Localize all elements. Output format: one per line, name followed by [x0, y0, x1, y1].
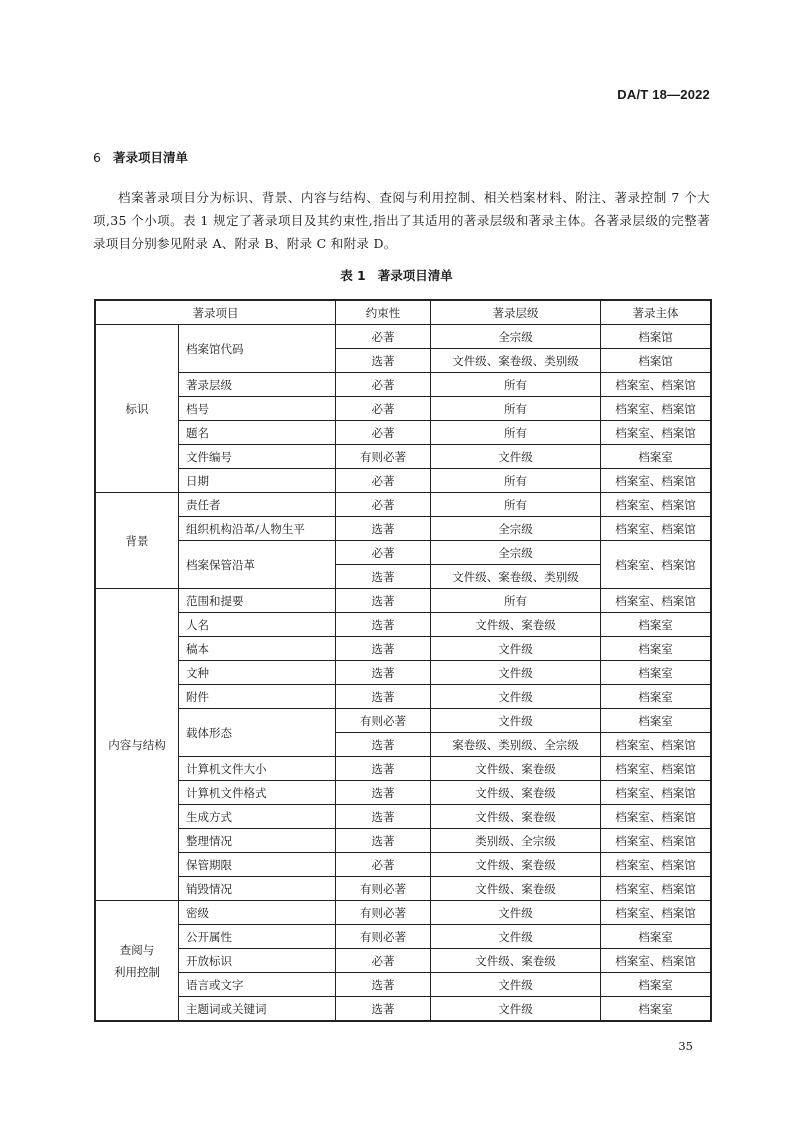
item-cell: 附件	[179, 685, 336, 709]
item-cell: 保管期限	[179, 853, 336, 877]
subject-cell: 档案室	[601, 613, 711, 637]
item-cell: 主题词或关键词	[179, 997, 336, 1021]
header-level: 著录层级	[431, 301, 601, 325]
constraint-cell: 选著	[336, 613, 431, 637]
item-cell: 档案馆代码	[179, 325, 336, 373]
table-row	[96, 589, 711, 613]
constraint-cell: 必著	[336, 949, 431, 973]
subject-cell: 档案室	[601, 445, 711, 469]
level-cell: 所有	[431, 493, 601, 517]
subject-cell: 档案室、档案馆	[601, 901, 711, 925]
item-cell: 计算机文件格式	[179, 781, 336, 805]
subject-cell: 档案室	[601, 997, 711, 1021]
constraint-cell: 必著	[336, 325, 431, 349]
level-cell: 文件级	[431, 709, 601, 733]
level-cell: 文件级、案卷级	[431, 853, 601, 877]
item-cell: 日期	[179, 469, 336, 493]
subject-cell: 档案室、档案馆	[601, 757, 711, 781]
table-row	[96, 877, 711, 901]
item-cell: 开放标识	[179, 949, 336, 973]
item-cell: 公开属性	[179, 925, 336, 949]
category-line-2: 利用控制	[114, 964, 160, 979]
item-cell: 载体形态	[179, 709, 336, 757]
item-cell: 档号	[179, 397, 336, 421]
table-row	[96, 805, 711, 829]
table-title: 著录项目清单	[377, 268, 453, 283]
table-row	[96, 949, 711, 973]
level-cell: 文件级、案卷级	[431, 613, 601, 637]
level-cell: 文件级	[431, 973, 601, 997]
level-cell: 文件级	[431, 685, 601, 709]
table-row	[96, 325, 711, 349]
subject-cell: 档案室、档案馆	[601, 421, 711, 445]
constraint-cell: 选著	[336, 781, 431, 805]
subject-cell: 档案室、档案馆	[601, 397, 711, 421]
subject-cell: 档案室、档案馆	[601, 469, 711, 493]
table-row	[96, 469, 711, 493]
level-cell: 文件级、案卷级、类别级	[431, 349, 601, 373]
level-cell: 文件级	[431, 637, 601, 661]
table-row	[96, 613, 711, 637]
constraint-cell: 必著	[336, 397, 431, 421]
subject-cell: 档案室	[601, 661, 711, 685]
constraint-cell: 选著	[336, 685, 431, 709]
constraint-cell: 选著	[336, 565, 431, 589]
table-row	[96, 925, 711, 949]
level-cell: 文件级、案卷级	[431, 781, 601, 805]
table-row	[96, 637, 711, 661]
constraint-cell: 选著	[336, 661, 431, 685]
level-cell: 文件级、案卷级	[431, 757, 601, 781]
table-row	[96, 445, 711, 469]
table-caption	[0, 266, 793, 284]
level-cell: 文件级	[431, 901, 601, 925]
item-cell: 档案保管沿革	[179, 541, 336, 589]
constraint-cell: 必著	[336, 469, 431, 493]
category-cell	[96, 901, 179, 1021]
table-row	[96, 397, 711, 421]
body-paragraph: 档案著录项目分为标识、背景、内容与结构、查阅与利用控制、相关档案材料、附注、著录控制 7 个大项,35 个小项。表 1 规定了著录项目及其约束性,指出了其适用的著录层级和著录主体。各著录层级的完整著录项目分别参见附录 A、附录 B、附录 C 和附录 D。	[93, 190, 710, 251]
constraint-cell: 选著	[336, 517, 431, 541]
table-row	[96, 973, 711, 997]
subject-cell: 档案馆	[601, 349, 711, 373]
subject-cell: 档案室	[601, 685, 711, 709]
constraint-cell: 选著	[336, 589, 431, 613]
item-cell: 生成方式	[179, 805, 336, 829]
table-row	[96, 781, 711, 805]
constraint-cell: 选著	[336, 757, 431, 781]
subject-cell: 档案室、档案馆	[601, 517, 711, 541]
level-cell: 文件级、案卷级	[431, 805, 601, 829]
constraint-cell: 有则必著	[336, 901, 431, 925]
table-header-row	[96, 301, 711, 325]
table-row	[96, 517, 711, 541]
item-cell: 稿本	[179, 637, 336, 661]
table-number: 表 1	[340, 268, 366, 283]
standard-code: DA/T 18—2022	[617, 87, 710, 102]
header-constraint: 约束性	[336, 301, 431, 325]
table-row	[96, 661, 711, 685]
constraint-cell: 选著	[336, 637, 431, 661]
constraint-cell: 选著	[336, 973, 431, 997]
level-cell: 所有	[431, 421, 601, 445]
level-cell: 文件级、案卷级	[431, 877, 601, 901]
table-row	[96, 829, 711, 853]
level-cell: 所有	[431, 397, 601, 421]
constraint-cell: 必著	[336, 853, 431, 877]
constraint-cell: 选著	[336, 733, 431, 757]
item-cell: 责任者	[179, 493, 336, 517]
subject-cell: 档案室、档案馆	[601, 373, 711, 397]
item-cell: 著录层级	[179, 373, 336, 397]
subject-cell: 档案室、档案馆	[601, 877, 711, 901]
constraint-cell: 必著	[336, 373, 431, 397]
level-cell: 所有	[431, 589, 601, 613]
subject-cell: 档案室、档案馆	[601, 493, 711, 517]
subject-cell: 档案室	[601, 637, 711, 661]
constraint-cell: 有则必著	[336, 709, 431, 733]
level-cell: 案卷级、类别级、全宗级	[431, 733, 601, 757]
header-subject: 著录主体	[601, 301, 711, 325]
subject-cell: 档案室、档案馆	[601, 949, 711, 973]
item-cell: 组织机构沿革/人物生平	[179, 517, 336, 541]
item-cell: 文件编号	[179, 445, 336, 469]
level-cell: 全宗级	[431, 325, 601, 349]
descriptive-items-table	[95, 300, 711, 1021]
table-row	[96, 709, 711, 733]
constraint-cell: 必著	[336, 541, 431, 565]
subject-cell: 档案室	[601, 973, 711, 997]
table-row	[96, 373, 711, 397]
subject-cell: 档案室、档案馆	[601, 733, 711, 757]
table-row	[96, 997, 711, 1021]
level-cell: 文件级	[431, 661, 601, 685]
item-cell: 整理情况	[179, 829, 336, 853]
constraint-cell: 必著	[336, 493, 431, 517]
constraint-cell: 有则必著	[336, 925, 431, 949]
constraint-cell: 有则必著	[336, 445, 431, 469]
level-cell: 文件级	[431, 445, 601, 469]
section-heading	[93, 148, 188, 166]
subject-cell: 档案室	[601, 925, 711, 949]
level-cell: 全宗级	[431, 541, 601, 565]
subject-cell: 档案馆	[601, 325, 711, 349]
item-cell: 销毁情况	[179, 877, 336, 901]
subject-cell: 档案室、档案馆	[601, 781, 711, 805]
level-cell: 文件级	[431, 925, 601, 949]
subject-cell: 档案室、档案馆	[601, 541, 711, 589]
subject-cell: 档案室、档案馆	[601, 853, 711, 877]
section-number: 6	[93, 150, 101, 165]
level-cell: 全宗级	[431, 517, 601, 541]
table-row	[96, 493, 711, 517]
category-cell: 标识	[96, 325, 179, 493]
constraint-cell: 选著	[336, 829, 431, 853]
item-cell: 计算机文件大小	[179, 757, 336, 781]
section-title: 著录项目清单	[112, 150, 188, 165]
subject-cell: 档案室、档案馆	[601, 589, 711, 613]
category-cell: 内容与结构	[96, 589, 179, 901]
constraint-cell: 有则必著	[336, 877, 431, 901]
level-cell: 所有	[431, 469, 601, 493]
table-row	[96, 421, 711, 445]
category-cell: 背景	[96, 493, 179, 589]
page-number: 35	[678, 1039, 693, 1053]
subject-cell: 档案室、档案馆	[601, 829, 711, 853]
level-cell: 类别级、全宗级	[431, 829, 601, 853]
table-row	[96, 685, 711, 709]
constraint-cell: 选著	[336, 805, 431, 829]
item-cell: 题名	[179, 421, 336, 445]
item-cell: 语言或文字	[179, 973, 336, 997]
subject-cell: 档案室、档案馆	[601, 805, 711, 829]
constraint-cell: 选著	[336, 997, 431, 1021]
item-cell: 人名	[179, 613, 336, 637]
table-row	[96, 541, 711, 565]
level-cell: 文件级、案卷级	[431, 949, 601, 973]
constraint-cell: 选著	[336, 349, 431, 373]
header-item: 著录项目	[96, 301, 336, 325]
item-cell: 范围和提要	[179, 589, 336, 613]
level-cell: 文件级	[431, 997, 601, 1021]
item-cell: 密级	[179, 901, 336, 925]
table-row	[96, 853, 711, 877]
constraint-cell: 必著	[336, 421, 431, 445]
level-cell: 文件级、案卷级、类别级	[431, 565, 601, 589]
level-cell: 所有	[431, 373, 601, 397]
table-row	[96, 901, 711, 925]
table-row	[96, 757, 711, 781]
category-line-1: 查阅与	[119, 942, 155, 957]
item-cell: 文种	[179, 661, 336, 685]
subject-cell: 档案室	[601, 709, 711, 733]
